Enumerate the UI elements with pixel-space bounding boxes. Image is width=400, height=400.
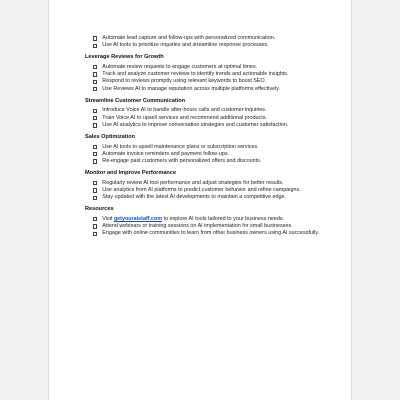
checklist-item-text: Regularly review AI tool performance and adjust strategies for better results. (102, 179, 284, 186)
checklist-item-text: Automate review requests to engage customers at optimal times. (102, 63, 258, 70)
section-heading-leverage-reviews-for-growth: Leverage Reviews for Growth (85, 54, 164, 61)
checklist-item (93, 78, 321, 85)
checkbox[interactable] (93, 152, 97, 156)
checklist-item-text: Use AI tools to prioritize inquiries and streamline response processes. (102, 42, 269, 49)
checklist-item-text: Use AI analytics to improve conversation strategies and customer satisfaction. (102, 121, 289, 128)
checkbox[interactable] (93, 145, 97, 149)
checklist-item-text: Use analytics from AI platforms to predict customer behavior and refine campaigns. (102, 186, 301, 193)
checklist-item (93, 180, 321, 187)
checkbox[interactable] (93, 87, 97, 91)
item-text-suffix: to explore AI tools tailored to your business needs. (162, 215, 285, 222)
checkbox[interactable] (93, 36, 97, 40)
checkbox[interactable] (93, 72, 97, 76)
document-content (85, 35, 321, 238)
website-link[interactable]: getyouraistaff.com (113, 215, 163, 222)
checklist-item (93, 122, 321, 129)
checklist-item (93, 230, 321, 237)
checkbox[interactable] (93, 196, 97, 200)
checklist-item-text (102, 216, 284, 223)
checkbox[interactable] (93, 44, 97, 48)
checklist-item (93, 115, 321, 122)
checkbox[interactable] (93, 116, 97, 120)
checklist-item (93, 158, 321, 165)
checklist-item (93, 151, 321, 158)
checklist-item (93, 42, 321, 49)
checkbox[interactable] (93, 123, 97, 127)
checkbox[interactable] (93, 217, 97, 221)
checklist-item-text: Track and analyze customer reviews to identify trends and actionable insights. (102, 71, 289, 78)
checklist-item-text: Attend webinars or training sessions on AI implementation for small businesses. (102, 223, 293, 230)
section-heading-sales-optimization: Sales Optimization (85, 133, 136, 140)
checklist-item-text: Engage with online communities to learn from other business owners using AI successfully. (102, 230, 320, 237)
checkbox[interactable] (93, 232, 97, 236)
checklist-item-text: Train Voice AI to upsell services and recommend additional products. (102, 114, 267, 121)
checklist-item-text: Respond to reviews promptly using relevant keywords to boost SEO. (102, 78, 267, 85)
checklist-item (93, 71, 321, 78)
checklist-item (93, 64, 321, 71)
item-text-prefix: Visit (102, 215, 114, 222)
checklist-item-text: Introduce Voice AI to handle after-hours calls and customer inquiries. (102, 107, 267, 114)
checkbox[interactable] (93, 80, 97, 84)
section-heading-streamline-customer-communication: Streamline Customer Communication (85, 97, 186, 104)
checklist-item (93, 86, 321, 93)
checklist-item (93, 194, 321, 201)
checklist-item-text: Re-engage past customers with personalized offers and discounts. (102, 158, 262, 165)
checkbox[interactable] (93, 224, 97, 228)
checkbox[interactable] (93, 109, 97, 113)
checklist-item (93, 107, 321, 114)
section-heading-resources: Resources (85, 206, 114, 213)
checkbox[interactable] (93, 188, 97, 192)
checklist-item-text: Automate invoice reminders and payment follow-ups. (102, 150, 230, 157)
checkbox[interactable] (93, 159, 97, 163)
checklist-item (93, 216, 321, 223)
checklist-item (93, 144, 321, 151)
checklist-item-text: Use AI tools to upsell maintenance plans or subscription services. (102, 143, 259, 150)
section-heading-monitor-and-improve-performance: Monitor and Improve Performance (85, 170, 177, 176)
checklist-item (93, 35, 321, 42)
checklist-item (93, 187, 321, 194)
checklist-item (93, 223, 321, 230)
checklist-item-text: Use Reviews AI to manage reputation across multiple platforms effectively. (102, 85, 281, 92)
document-page (48, 0, 352, 400)
checkbox[interactable] (93, 181, 97, 185)
checklist-item-text: Automate lead capture and follow-ups with personalized communication. (102, 35, 276, 41)
checklist-item-text: Stay updated with the latest AI developments to maintain a competitive edge. (102, 194, 286, 201)
checkbox[interactable] (93, 65, 97, 69)
